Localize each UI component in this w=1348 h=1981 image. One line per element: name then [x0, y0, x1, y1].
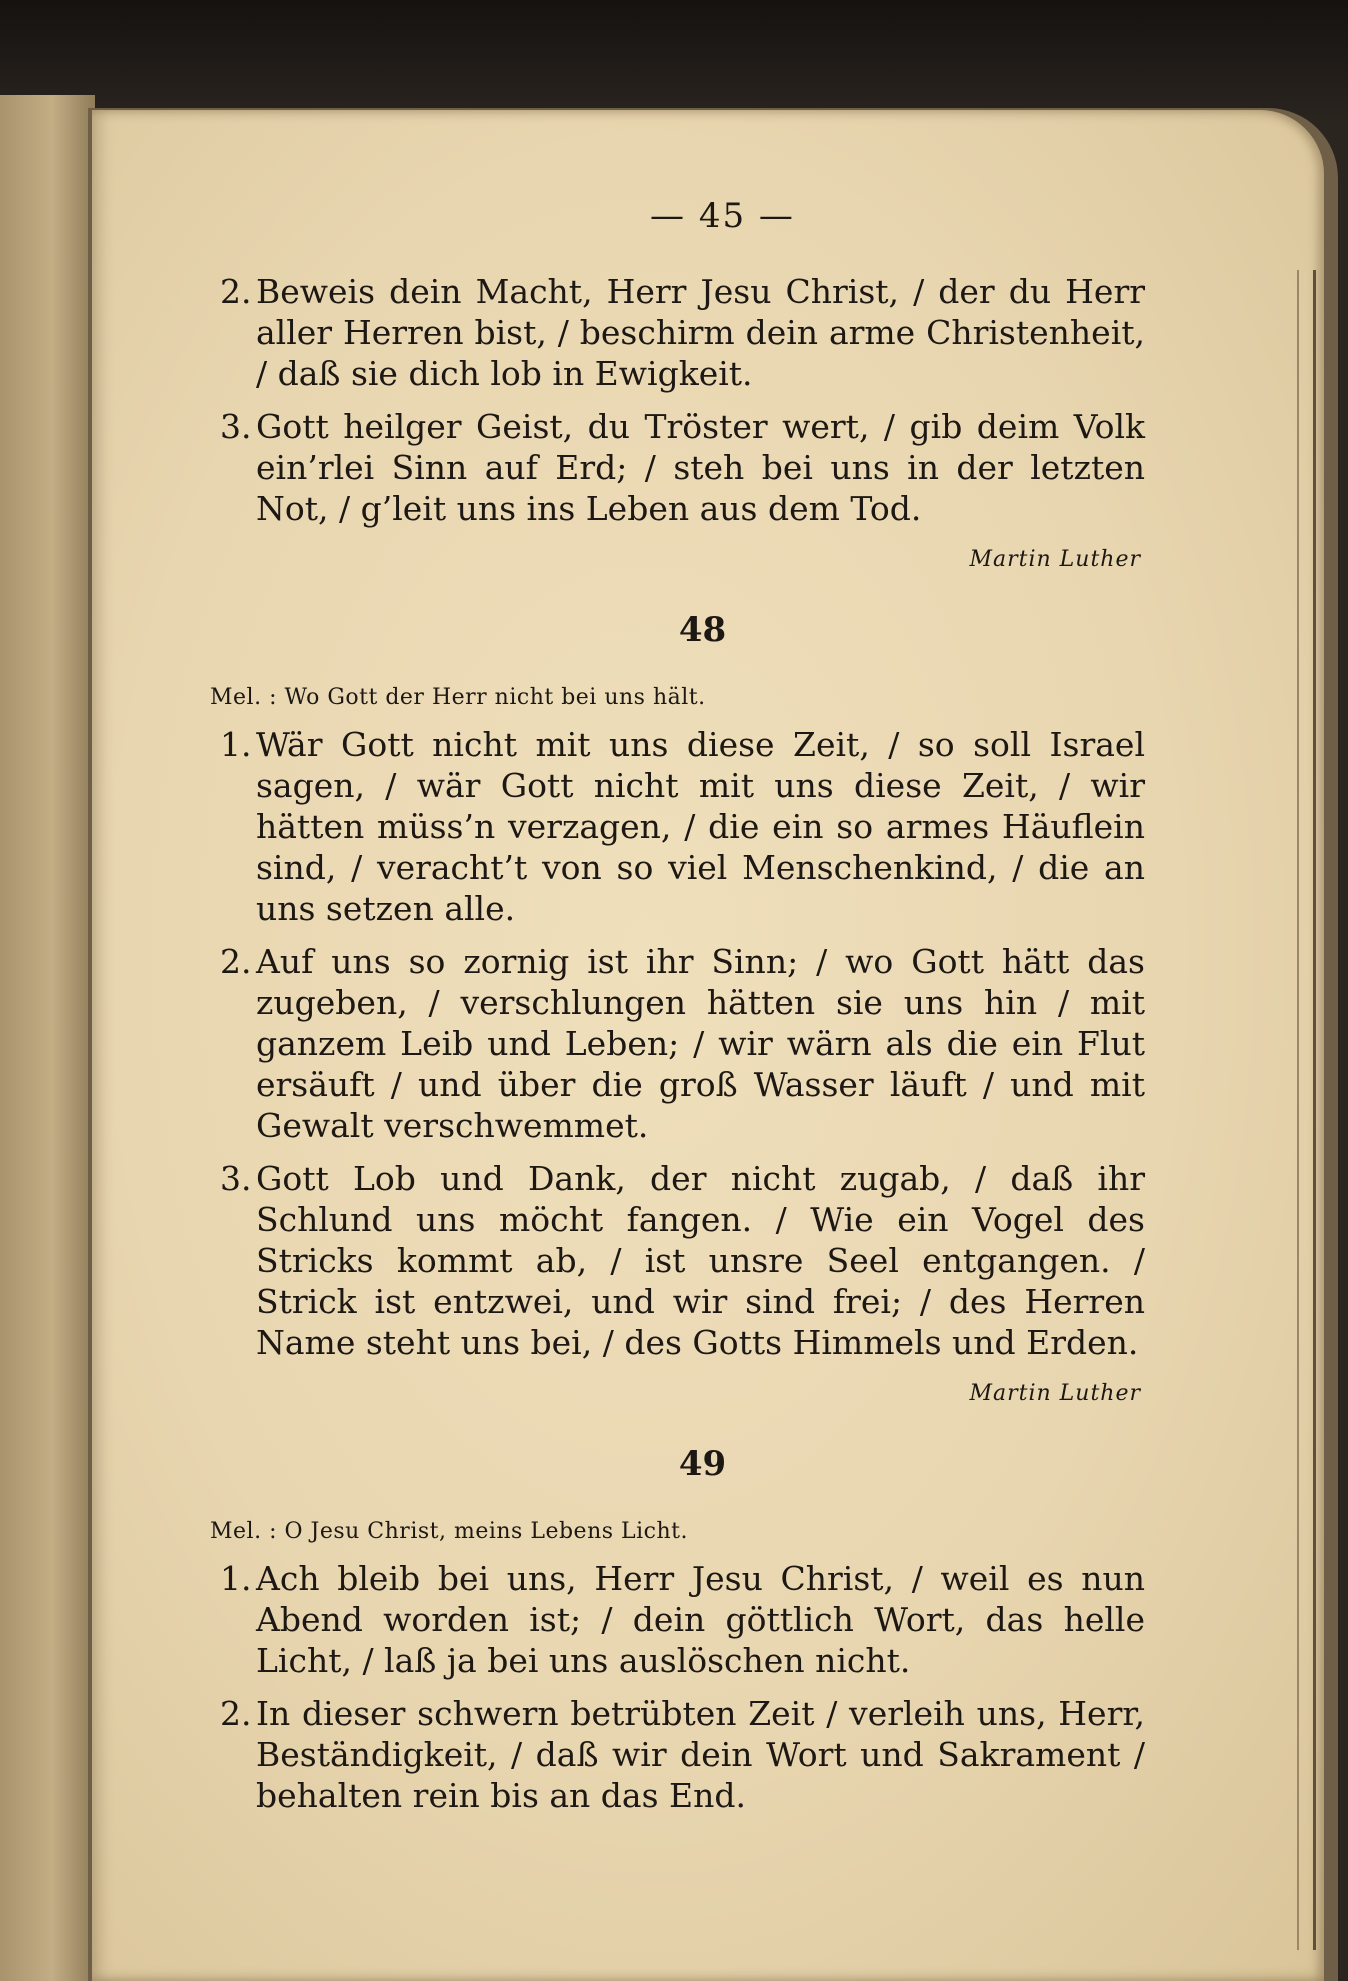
- hymn48-melody: Mel. : Wo Gott der Herr nicht bei uns hält.: [210, 685, 706, 710]
- hymn48-number: 48: [678, 610, 727, 650]
- hymn47-verse-3: [220, 406, 1145, 529]
- hymn49-melody: Mel. : O Jesu Christ, meins Lebens Licht.: [210, 1519, 688, 1544]
- left-page-edge: [0, 95, 95, 1981]
- verse-number: 1.: [220, 1559, 252, 1598]
- hymn48-verse-1: [220, 724, 1145, 929]
- verse-text: Ach bleib bei uns, Herr Jesu Christ, / weil es nun Abend worden ist; / dein göttlich Wort, das helle Licht, / laß ja bei uns auslöschen nicht.: [256, 1559, 1145, 1680]
- hymn47-verse-2: [220, 271, 1145, 394]
- hymn47-author: Martin Luther: [969, 547, 1141, 572]
- hymn49-verse-1: [220, 1558, 1145, 1681]
- hymn48-verse-2: [220, 941, 1145, 1146]
- verse-number: 3.: [220, 1159, 252, 1198]
- hymn48-verse-3: [220, 1158, 1145, 1363]
- page-content: [210, 196, 1145, 1828]
- verse-text: Beweis dein Macht, Herr Jesu Christ, / der du Herr aller Herren bist, / beschirm dein arme Christenheit, / daß sie dich lob in Ewigkeit.: [256, 272, 1145, 393]
- verse-number: 3.: [220, 407, 252, 446]
- verse-text: Auf uns so zornig ist ihr Sinn; / wo Gott hätt das zugeben, / verschlungen hätten sie uns hin / mit ganzem Leib und Leben; / wir wärn als die ein Flut ersäuft / und über die groß Wasser läuft / und mit Gewalt verschwemmet.: [256, 942, 1145, 1145]
- verse-number: 1.: [220, 725, 252, 764]
- page-edge-lines: [1297, 270, 1316, 1950]
- verse-text: Gott heilger Geist, du Tröster wert, / gib deim Volk ein’rlei Sinn auf Erd; / steh bei uns in der letzten Not, / g’leit uns ins Leben aus dem Tod.: [256, 407, 1145, 528]
- verse-number: 2.: [220, 1694, 252, 1733]
- book-binding-shadow: [0, 0, 1348, 120]
- page-number: — 45 —: [650, 196, 795, 236]
- hymn48-author: Martin Luther: [969, 1381, 1141, 1406]
- verse-number: 2.: [220, 272, 252, 311]
- hymn49-verse-2: [220, 1693, 1145, 1816]
- hymn49-number: 49: [678, 1444, 727, 1484]
- verse-text: Gott Lob und Dank, der nicht zugab, / daß ihr Schlund uns möcht fangen. / Wie ein Vogel des Stricks kommt ab, / ist unsre Seel entgangen. / Strick ist entzwei, und wir sind frei; / des Herren Name steht uns bei, / des Gotts Himmels und Erden.: [256, 1159, 1145, 1362]
- verse-text: Wär Gott nicht mit uns diese Zeit, / so soll Israel sagen, / wär Gott nicht mit uns diese Zeit, / wir hätten müss’n verzagen, / die ein so armes Häuflein sind, / veracht’t von so viel Menschenkind, / die an uns setzen alle.: [256, 725, 1145, 928]
- verse-number: 2.: [220, 942, 252, 981]
- verse-text: In dieser schwern betrübten Zeit / verleih uns, Herr, Beständigkeit, / daß wir dein Wort und Sakrament / behalten rein bis an das End.: [256, 1694, 1145, 1815]
